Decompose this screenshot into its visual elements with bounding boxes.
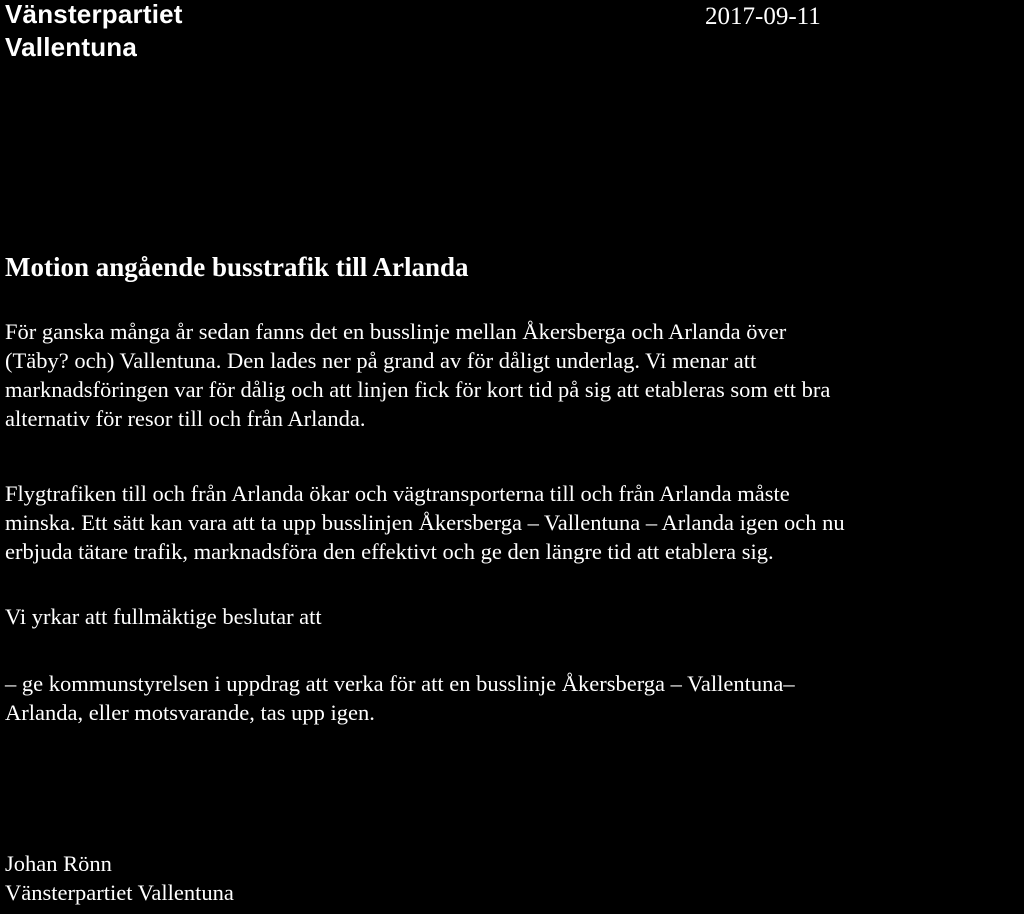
- paragraph-line: Vi yrkar att fullmäktige beslutar att: [5, 604, 322, 629]
- organization-name: Vänsterpartiet: [5, 0, 183, 29]
- paragraph-line: För ganska många år sedan fanns det en busslinje mellan Åkersberga och Arlanda över: [5, 319, 787, 344]
- paragraph-line: (Täby? och) Vallentuna. Den lades ner på grand av för dåligt underlag. Vi menar att: [5, 348, 757, 373]
- paragraph-line: – ge kommunstyrelsen i uppdrag att verka för att en busslinje Åkersberga – Vallentuna–: [5, 671, 795, 696]
- paragraph-line: minska. Ett sätt kan vara att ta upp busslinjen Åkersberga – Vallentuna – Arlanda igen och nu: [5, 510, 845, 535]
- paragraph-motion-item: [5, 669, 1020, 727]
- paragraph-background: [5, 317, 1020, 433]
- paragraph-motion-intro: [5, 602, 1020, 631]
- document-date: 2017-09-11: [705, 3, 821, 30]
- paragraph-line: alternativ för resor till och från Arlanda.: [5, 406, 366, 431]
- paragraph-line: erbjuda tätare trafik, marknadsföra den effektivt och ge den längre tid att etablera sig.: [5, 539, 774, 564]
- signature-block: [5, 849, 605, 907]
- paragraph-proposal: [5, 479, 1020, 566]
- organization-branch: Vallentuna: [5, 32, 138, 62]
- signature-organization: Vänsterpartiet Vallentuna: [5, 880, 234, 905]
- paragraph-line: marknadsföringen var för dålig och att linjen fick för kort tid på sig att etableras som ett bra: [5, 377, 831, 402]
- signature-name: Johan Rönn: [5, 851, 112, 876]
- organization-header: [5, 0, 183, 64]
- paragraph-line: Arlanda, eller motsvarande, tas upp igen.: [5, 700, 375, 725]
- paragraph-line: Flygtrafiken till och från Arlanda ökar och vägtransporterna till och från Arlanda måste: [5, 481, 790, 506]
- document-title: Motion angående busstrafik till Arlanda: [5, 252, 469, 282]
